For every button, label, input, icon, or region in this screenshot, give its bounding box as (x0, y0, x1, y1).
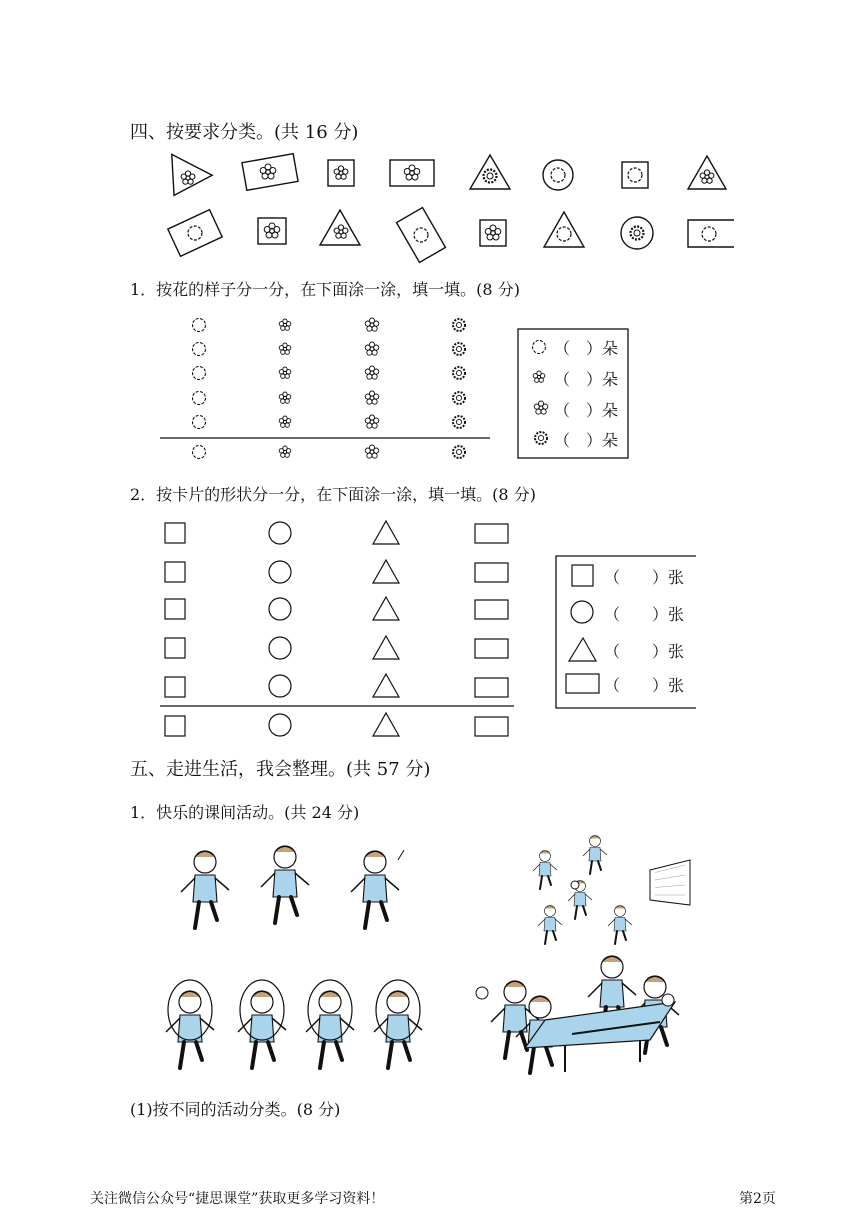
shape-count-triangle: （ ）张 (604, 642, 685, 661)
shape-count-rectangle: （ ）张 (604, 676, 685, 695)
footer-note: 关注微信公众号“捷思课堂”获取更多学习资料！ (90, 1191, 385, 1207)
flower-count-c: （ ）朵 (554, 401, 619, 420)
jump-rope-group-figure (166, 980, 422, 1068)
section5-q1: 1．快乐的课间活动。(共 24 分) (130, 803, 360, 822)
soccer-group-figure (533, 836, 690, 945)
section4-q1: 1．按花的样子分一分，在下面涂一涂，填一填。(8 分) (130, 280, 520, 299)
section5-sub1: (1)按不同的活动分类。(8 分) (130, 1100, 341, 1119)
flower-count-d: （ ）朵 (554, 431, 619, 450)
flower-count-b: （ ）朵 (554, 370, 619, 389)
boy-kicking-figure (261, 846, 309, 923)
section4-q2: 2．按卡片的形状分一分，在下面涂一涂，填一填。(8 分) (130, 485, 536, 504)
page-number: 第2页 (739, 1191, 776, 1207)
section4-heading: 四、按要求分类。(共 16 分) (130, 122, 359, 143)
shape-count-square: （ ）张 (604, 568, 685, 587)
flower-count-a: （ ）朵 (554, 339, 619, 358)
girl-kicking-figure-2 (351, 851, 399, 928)
girl-kicking-figure (181, 851, 229, 928)
table-tennis-group-figure (476, 956, 679, 1073)
shape-count-circle: （ ）张 (604, 605, 685, 624)
section5-heading: 五、走进生活，我会整理。(共 57 分) (130, 759, 431, 780)
